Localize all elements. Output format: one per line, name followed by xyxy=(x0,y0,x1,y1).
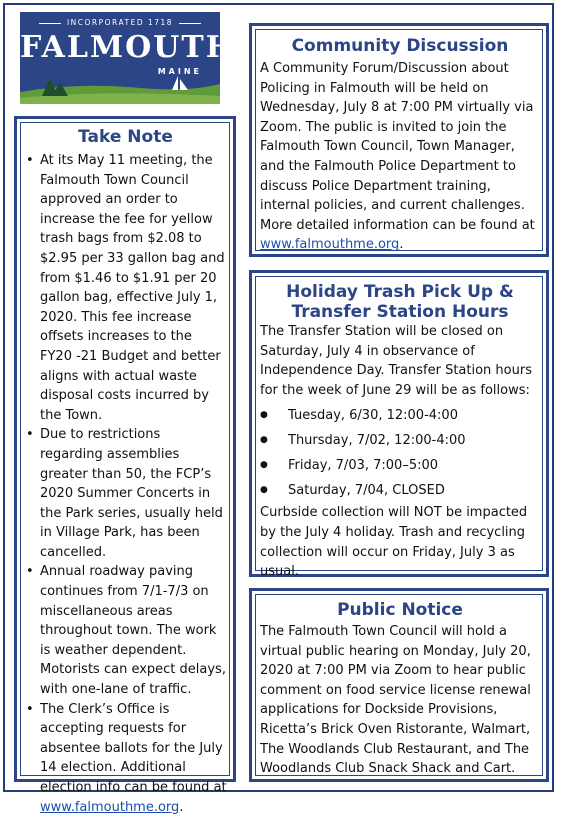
list-item: • Annual roadway paving continues from 7/1-7/3 on miscellaneous areas throughout town. The work is weather dependent. Motorists can expect delays, with one-lane of traffic. xyxy=(24,562,227,699)
falmouth-website-link[interactable]: www.falmouthme.org xyxy=(260,237,400,253)
logo-state: MAINE xyxy=(157,67,202,76)
holiday-intro-text: The Transfer Station will be closed on Saturday, July 4 in observance of Independence Day. Transfer Station hours for the week of June 29 will be as follows: xyxy=(260,324,532,398)
community-discussion-title: Community Discussion xyxy=(291,36,509,56)
list-item: ● Thursday, 7/02, 12:00-4:00 xyxy=(260,428,540,453)
holiday-trash-title: Holiday Trash Pick Up & Transfer Station Hours xyxy=(286,282,514,322)
holiday-outro-text: Curbside collection will NOT be impacted by the July 4 holiday. Trash and recycling collection will occur on Friday, July 3 as usual. xyxy=(260,505,528,580)
list-item: ● Friday, 7/03, 7:00–5:00 xyxy=(260,453,540,478)
public-notice-panel xyxy=(249,588,549,782)
list-item: • Due to restrictions regarding assemblies greater than 50, the FCP’s 2020 Summer Concerts in the Park series, usually held in Village Park, has been cancelled. xyxy=(24,425,227,562)
falmouth-logo xyxy=(20,12,237,104)
transfer-hours-list xyxy=(260,403,540,503)
logo-town-name: FALMOUTH xyxy=(20,30,237,65)
logo-incorporated: INCORPORATED 1718 xyxy=(20,18,220,27)
holiday-trash-panel xyxy=(249,270,549,580)
list-item: ● Saturday, 7/04, CLOSED xyxy=(260,478,540,503)
community-discussion-panel xyxy=(249,23,549,257)
take-note-panel xyxy=(14,116,236,815)
list-item: • At its May 11 meeting, the Falmouth Town Council approved an order to increase the fee for yellow trash bags from $2.08 to $2.95 per 33 gallon bag and from $1.46 to $1.91 per 20 gallon bag, effective July 1, 2020. This fee increase offsets increases to the FY20 -21 Budget and better aligns with actual waste disposal costs incurred by the Town. xyxy=(24,151,227,425)
community-discussion-text: A Community Forum/Discussion about Policing in Falmouth will be held on Wednesday, July 8 at 7:00 PM virtually via Zoom. The public is invited to join the Falmouth Town Council, Town Manager, and the Falmouth Police Department to discuss Police Department training, internal policies, and current challenges. More detailed information can be found at www.falmouthme.org. xyxy=(260,61,535,253)
take-note-title: Take Note xyxy=(78,127,173,147)
public-notice-text: The Falmouth Town Council will hold a virtual public hearing on Monday, July 20, 2020 at 7:00 PM via Zoom to hear public comment on food service license renewal applications for Dockside Provisions, Ricetta’s Brick Oven Ristorante, Walmart, The Woodlands Club Restaurant, and The Woodlands Club Snack Shack and Cart. xyxy=(260,624,531,777)
list-item: • The Clerk’s Office is accepting requests for absentee ballots for the July 14 election. Additional election info can be found at www.falmouthme.org. xyxy=(24,700,227,817)
take-note-list xyxy=(24,151,227,817)
list-item-text: The Clerk’s Office is accepting requests for absentee ballots for the July 14 election. Additional election info can be found at xyxy=(40,701,227,795)
list-item: ● Tuesday, 6/30, 12:00-4:00 xyxy=(260,403,540,428)
public-notice-title: Public Notice xyxy=(337,600,463,620)
falmouth-website-link[interactable]: www.falmouthme.org xyxy=(40,799,180,815)
landscape-icon xyxy=(20,74,220,104)
